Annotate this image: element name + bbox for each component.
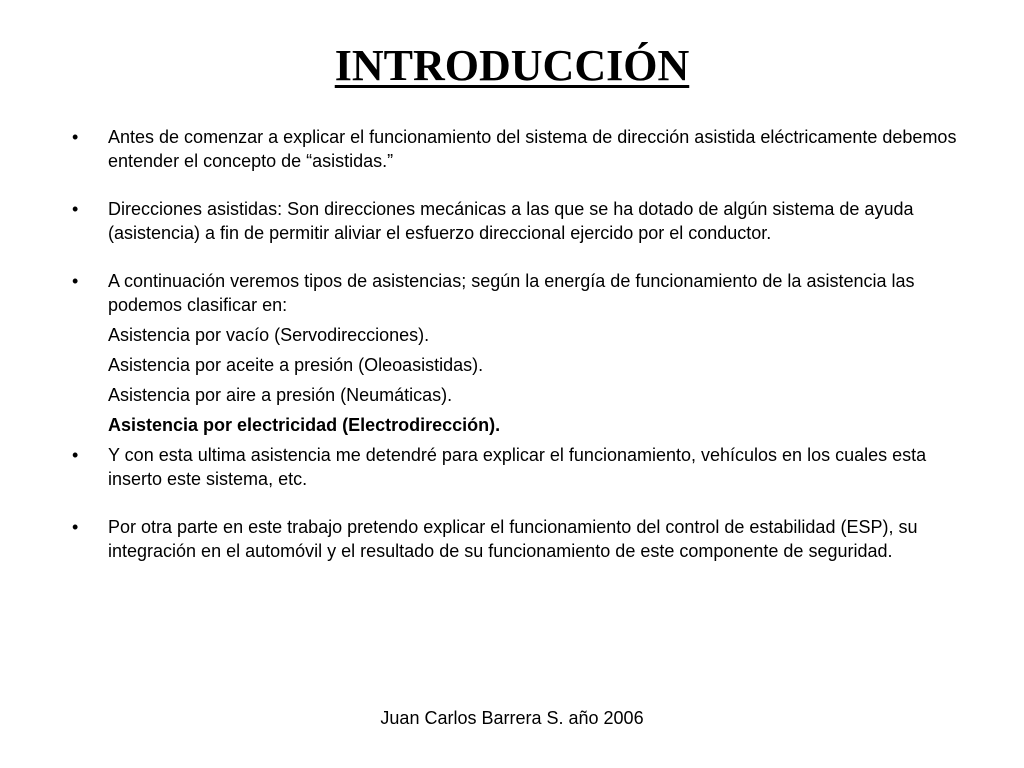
- bullet-item: [72, 443, 982, 491]
- bullet-text: A continuación veremos tipos de asistencias; según la energía de funcionamiento de la asistencia las podemos clasificar en:: [108, 271, 915, 315]
- slide-title-text: INTRODUCCIÓN: [334, 41, 690, 90]
- bullet-item: [72, 125, 982, 173]
- bullet-marker: •: [72, 127, 79, 147]
- sub-item-highlighted: Asistencia por electricidad (Electrodirección).: [108, 415, 501, 435]
- bullet-item: [72, 269, 982, 317]
- slide-footer: Juan Carlos Barrera S. año 2006: [380, 708, 644, 728]
- bullet-text: Por otra parte en este trabajo pretendo explicar el funcionamiento del control de estabilidad (ESP), su integración en el automóvil y el resultado de su funcionamiento de este componente de seguridad.: [108, 517, 918, 561]
- bullet-item: [72, 197, 982, 245]
- sub-item: Asistencia por aire a presión (Neumáticas).: [108, 385, 453, 405]
- sub-item: Asistencia por aceite a presión (Oleoasistidas).: [108, 355, 484, 375]
- bullet-marker: •: [72, 271, 79, 291]
- bullet-text: Y con esta ultima asistencia me detendré para explicar el funcionamiento, vehículos en los cuales esta inserto este sistema, etc.: [108, 445, 927, 489]
- slide-content: [72, 125, 982, 563]
- bullet-item: [72, 515, 982, 563]
- bullet-marker: •: [72, 445, 79, 465]
- bullet-text: Direcciones asistidas: Son direcciones mecánicas a las que se ha dotado de algún sistema de ayuda (asistencia) a fin de permitir aliviar el esfuerzo direccional ejercido por el conductor.: [108, 199, 914, 243]
- sub-item: Asistencia por vacío (Servodirecciones).: [108, 325, 430, 345]
- bullet-marker: •: [72, 199, 79, 219]
- bullet-marker: •: [72, 517, 79, 537]
- slide-title: [0, 38, 1024, 94]
- bullet-text: Antes de comenzar a explicar el funcionamiento del sistema de dirección asistida eléctricamente debemos entender el concepto de “asistidas.”: [108, 127, 957, 171]
